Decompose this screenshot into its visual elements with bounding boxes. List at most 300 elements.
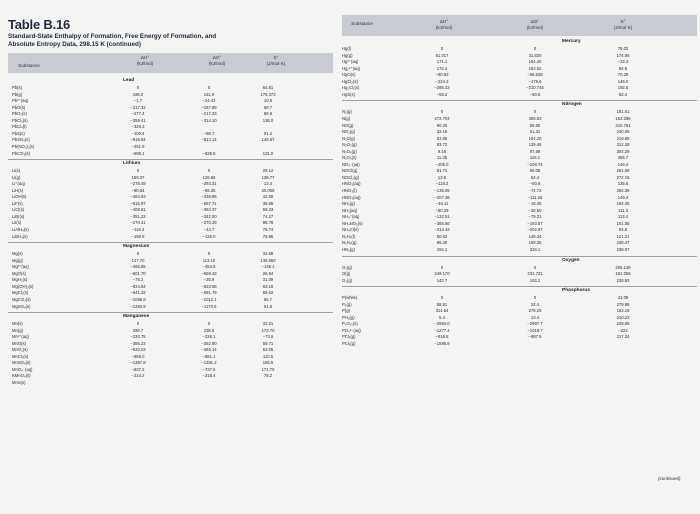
s-cell: 192.5 xyxy=(617,85,629,91)
s-cell: 29.12 xyxy=(262,168,274,174)
substance-cell: Hg₂Cl₂(s) xyxy=(342,85,360,91)
substance-cell: HNO₃(aq) xyxy=(342,194,361,200)
substance-cell: MgCl₂(s) xyxy=(12,290,29,296)
dh-cell: 314.64 xyxy=(435,308,449,314)
dh-cell: −90.83 xyxy=(435,72,449,78)
dg-cell: −26.50 xyxy=(528,207,542,213)
s-cell: 91.2 xyxy=(263,130,273,136)
dg-cell: −50.6 xyxy=(529,91,541,97)
dh-cell: 9.16 xyxy=(437,148,447,154)
substance-cell: N₂O₅(s) xyxy=(342,155,357,161)
dg-cell: 31.820 xyxy=(528,52,542,58)
dh-cell: −1277.4 xyxy=(434,327,450,333)
dh-cell: 0 xyxy=(136,321,140,327)
s-cell: 13.4 xyxy=(263,181,273,187)
dg-cell: −625.5 xyxy=(202,150,216,156)
dh-cell: −190.8 xyxy=(131,233,145,239)
dg-cell: −35.9 xyxy=(203,277,215,283)
dg-cell: 115.1 xyxy=(529,155,541,161)
dg-cell: 153.52 xyxy=(528,65,542,71)
substance-cell: MnO₂(s) xyxy=(12,347,28,353)
s-cell: 173.70 xyxy=(261,327,275,333)
dh-cell: −58.2 xyxy=(436,91,448,97)
s-cell: 53.05 xyxy=(262,347,274,353)
s-cell: 148.57 xyxy=(261,137,275,143)
substance-cell: HNO₃(l) xyxy=(342,188,357,193)
dh-cell: −1.7 xyxy=(133,98,143,104)
substance-cell: Pb²⁺(aq) xyxy=(12,98,29,104)
substance-cell: O₃(g) xyxy=(342,277,353,283)
substance-cell: MnO(s) xyxy=(12,340,26,346)
dh-cell: −119.2 xyxy=(435,181,449,187)
s-cell: 163.19 xyxy=(616,308,630,314)
section-title: Lead xyxy=(123,78,135,83)
dh-cell: −46.11 xyxy=(435,201,449,207)
s-cell: 175.373 xyxy=(260,91,276,97)
dg-cell: −438.95 xyxy=(201,194,217,200)
substance-cell: LiAlH₄(s) xyxy=(12,227,29,232)
s-cell: 70.29 xyxy=(617,72,629,78)
s-cell: 219.85 xyxy=(616,135,630,141)
s-cell: 138.77 xyxy=(261,174,275,180)
s-cell: 266.38 xyxy=(616,188,630,193)
dh-cell: −270.41 xyxy=(130,220,146,226)
dg-cell: 0 xyxy=(533,264,537,270)
dh-cell: −918.8 xyxy=(435,334,449,340)
dh-cell: −116.3 xyxy=(131,227,145,232)
left-header-dh-units: (kJ/mol) xyxy=(136,61,154,66)
section-title: Lithium xyxy=(123,161,141,167)
substance-cell: P₄(g) xyxy=(342,301,352,307)
table-caption xyxy=(8,33,333,49)
section-divider xyxy=(8,242,333,243)
s-cell: 146.4 xyxy=(617,161,629,167)
dh-cell: −1284.9 xyxy=(130,303,146,309)
s-cell: 161.055 xyxy=(615,271,631,277)
dh-cell: −80.29 xyxy=(435,207,449,213)
s-cell: 210.761 xyxy=(615,122,631,128)
substance-cell: NOCl₂(g) xyxy=(342,174,359,180)
dh-cell: 294.1 xyxy=(436,246,448,252)
substance-cell: N₂(g) xyxy=(342,109,352,115)
s-cell: 26.94 xyxy=(262,270,274,276)
s-cell: 205.138 xyxy=(615,264,631,270)
dg-cell: 231.731 xyxy=(527,271,543,277)
dg-cell: 0 xyxy=(533,46,537,51)
dh-cell: −205.0 xyxy=(435,161,449,167)
dh-cell: −100.4 xyxy=(131,130,145,136)
dh-cell: −601.70 xyxy=(130,270,146,276)
left-header-dg: ΔG° xyxy=(212,55,222,60)
dh-cell: 195.0 xyxy=(132,91,144,97)
substance-cell: NO(g) xyxy=(342,122,354,128)
s-cell: 146.0 xyxy=(617,78,629,84)
substance-cell: MgH₂(s) xyxy=(12,277,28,283)
dg-cell: 104.20 xyxy=(528,135,542,141)
dh-cell: 0 xyxy=(440,295,444,301)
dh-cell: −520.03 xyxy=(130,347,146,353)
dg-cell: −362.90 xyxy=(201,340,217,346)
dh-cell: 95.40 xyxy=(436,240,448,246)
s-cell: 59.71 xyxy=(262,340,274,346)
dg-cell: −270.29 xyxy=(201,220,217,226)
s-cell: 86.78 xyxy=(262,220,274,226)
s-cell: 68.7 xyxy=(263,104,273,110)
dh-cell: 0 xyxy=(136,85,140,90)
substance-cell: PbO(s) xyxy=(12,104,26,110)
s-cell: 240.06 xyxy=(616,129,630,135)
substance-cell: Mg²⁺(aq) xyxy=(12,264,29,270)
dg-cell: −202.87 xyxy=(527,227,543,233)
s-cell: −32.2 xyxy=(617,59,629,65)
dh-cell: −466.85 xyxy=(130,264,146,270)
dg-cell: 139.46 xyxy=(528,142,542,148)
substance-cell: LiOH(s) xyxy=(12,194,27,200)
substance-cell: MgO(s) xyxy=(12,270,26,276)
left-header-dh: ΔH° xyxy=(140,55,150,60)
dh-cell: −359.41 xyxy=(130,117,146,123)
substance-cell: O₂(g) xyxy=(342,264,353,270)
s-cell: 261.69 xyxy=(616,168,630,174)
section-divider xyxy=(342,286,697,287)
dh-cell: 142.7 xyxy=(436,277,448,283)
substance-cell: Pb(NO₃)₂(s) xyxy=(12,143,35,149)
substance-cell: LiH(s) xyxy=(12,187,24,193)
dg-cell: −217.33 xyxy=(201,111,217,117)
s-cell: 131.0 xyxy=(262,150,274,156)
s-cell: −138.1 xyxy=(261,264,275,270)
dg-cell: −2697.7 xyxy=(527,321,543,327)
substance-cell: MnO₄⁻(aq) xyxy=(12,366,33,372)
substance-cell: N₂O₃(g) xyxy=(342,142,357,148)
dh-cell: 5.4 xyxy=(439,314,445,320)
substance-cell: HNO₃(aq) xyxy=(342,181,361,187)
substance-cell: NH₄Cl(s) xyxy=(342,227,359,233)
section-title: Oxygen xyxy=(562,257,580,263)
left-header-dg-units: (kJ/mol) xyxy=(208,61,226,66)
substance-cell: N₂O₄(g) xyxy=(342,148,357,154)
dg-cell: 97.89 xyxy=(529,148,541,154)
s-cell: −222 xyxy=(618,327,628,333)
s-cell: 135.6 xyxy=(617,181,629,187)
dg-cell: 238.5 xyxy=(203,327,215,333)
substance-cell: LiF(s) xyxy=(12,200,23,206)
dg-cell: 66.08 xyxy=(529,168,541,174)
section-divider xyxy=(8,159,333,160)
dg-cell: −342.00 xyxy=(201,213,217,219)
s-cell: 146.4 xyxy=(617,194,629,200)
dg-cell: −187.89 xyxy=(201,104,217,110)
substance-cell: Hg(l) xyxy=(342,46,352,51)
substance-cell: Mn(s) xyxy=(12,321,23,327)
s-cell: 210.23 xyxy=(616,314,630,320)
dh-cell: 83.72 xyxy=(436,142,448,148)
s-cell: 82.4 xyxy=(618,91,628,97)
s-cell: 76.02 xyxy=(617,46,629,51)
s-cell: 32.01 xyxy=(262,321,274,327)
s-cell: 113.4 xyxy=(617,214,629,220)
dg-cell: −1018.7 xyxy=(527,327,543,333)
dg-cell: −1012.1 xyxy=(201,296,217,302)
dh-cell: 172.4 xyxy=(436,65,448,71)
substance-cell: HgCl₂(s) xyxy=(342,78,358,84)
dg-cell: 163.2 xyxy=(529,277,541,283)
dh-cell: −385.22 xyxy=(130,340,146,346)
dh-cell: −451.9 xyxy=(131,143,145,149)
dg-cell: −125.0 xyxy=(202,233,216,239)
s-cell: 94.6 xyxy=(618,227,628,233)
dh-cell: −1387.8 xyxy=(130,360,146,366)
dh-cell: 33.18 xyxy=(436,129,448,135)
substance-cell: PbCl₂(s) xyxy=(12,117,28,123)
title-block xyxy=(8,17,333,49)
dh-cell: −132.51 xyxy=(434,214,450,220)
left-header-substance: Substance xyxy=(18,63,40,68)
dg-cell: −68.35 xyxy=(202,187,216,193)
substance-cell: LiBH₄(s) xyxy=(12,233,28,239)
dh-cell: 472.704 xyxy=(434,115,450,121)
substance-cell: Pb(s) xyxy=(12,85,23,90)
dg-cell: 113.10 xyxy=(202,257,216,263)
s-cell: 32.68 xyxy=(262,251,274,257)
dg-cell: 0 xyxy=(533,109,537,115)
dh-cell: 147.70 xyxy=(131,257,145,263)
dg-cell: −58.539 xyxy=(527,72,543,78)
dg-cell: 149.34 xyxy=(528,233,542,239)
caption-line-2: Absolute Entropy Data, 298.15 K (continued) xyxy=(8,41,141,48)
s-cell: 121.21 xyxy=(616,233,630,239)
substance-cell: N₂O(g) xyxy=(342,135,356,141)
substance-cell: N₂H₄(l) xyxy=(342,233,356,239)
dg-cell: −98.7 xyxy=(203,130,215,136)
dg-cell: 51.31 xyxy=(529,129,541,135)
substance-cell: MgSO₄(s) xyxy=(12,303,31,309)
dh-cell: −837.2 xyxy=(131,366,145,372)
dg-cell: −454.8 xyxy=(202,264,216,270)
dg-cell: −228.1 xyxy=(202,334,216,340)
caption-line-1: Standard-State Enthalpy of Formation, Free Energy of Formation, and xyxy=(8,33,217,40)
dh-cell: −220.75 xyxy=(130,334,146,340)
substance-cell: LiCl(s) xyxy=(12,207,25,213)
s-cell: 304.29 xyxy=(616,148,630,154)
dg-cell: −897.5 xyxy=(528,334,542,340)
substance-cell: NO₂(g) xyxy=(342,129,356,135)
dh-cell: −699.1 xyxy=(131,150,145,156)
dg-cell: −384.37 xyxy=(201,207,217,213)
substance-cell: Li(g) xyxy=(12,174,21,180)
dg-cell: −183.87 xyxy=(527,220,543,226)
section-title: Manganese xyxy=(123,314,150,320)
dh-cell: −135.06 xyxy=(434,188,450,193)
substance-cell: PCl₃(g) xyxy=(342,334,356,340)
s-cell: 65.7 xyxy=(263,296,273,302)
dg-cell: 164.40 xyxy=(528,59,542,65)
dh-cell: 90.25 xyxy=(436,122,448,128)
right-header-band xyxy=(342,15,697,36)
s-cell: 136.0 xyxy=(262,117,274,123)
s-cell: 63.18 xyxy=(262,283,274,289)
dg-cell: −50.6 xyxy=(529,181,541,187)
dg-cell: −569.43 xyxy=(201,270,217,276)
dg-cell: 13.4 xyxy=(530,314,540,320)
s-cell: 151.08 xyxy=(616,220,630,226)
dg-cell: −833.58 xyxy=(201,283,217,289)
s-cell: 155.6 xyxy=(262,360,274,366)
substance-cell: N₂H₄(g) xyxy=(342,240,357,246)
dg-cell: 126.66 xyxy=(202,174,216,180)
dh-cell: 280.7 xyxy=(132,327,144,333)
substance-cell: Pb(g) xyxy=(12,91,23,97)
right-header-dg-units: (kJ/mol) xyxy=(526,25,544,30)
dh-cell: −641.32 xyxy=(130,290,146,296)
s-cell: 78.74 xyxy=(262,227,274,232)
dh-cell: 50.63 xyxy=(436,233,448,239)
dh-cell: −1095.8 xyxy=(130,296,146,302)
substance-cell: HgO(s) xyxy=(342,72,356,78)
substance-cell: Li(s) xyxy=(12,168,21,174)
substance-cell: P(white) xyxy=(342,295,358,301)
substance-cell: NH₃(aq) xyxy=(342,207,358,213)
dh-cell: −277.4 xyxy=(131,111,145,117)
section-divider xyxy=(8,312,333,313)
continued-note: (continued) xyxy=(658,476,681,481)
dg-cell: 455.63 xyxy=(528,115,542,121)
dh-cell: −214.2 xyxy=(131,373,145,379)
substance-cell: NH₃(g) xyxy=(342,201,355,207)
dh-cell: 61.317 xyxy=(435,52,449,58)
dh-cell: −351.23 xyxy=(130,213,146,219)
s-cell: 148.650 xyxy=(260,257,276,263)
dh-cell: −278.49 xyxy=(130,181,146,187)
substance-cell: N(g) xyxy=(342,115,351,121)
dg-cell: −881.1 xyxy=(202,353,216,359)
dg-cell: 0 xyxy=(207,251,211,257)
dg-cell: −293.31 xyxy=(201,181,217,187)
substance-cell: LiBr(s) xyxy=(12,213,25,219)
dg-cell: −178.6 xyxy=(528,78,542,84)
s-cell: 35.65 xyxy=(262,200,274,206)
right-header-dg: ΔG° xyxy=(530,19,540,24)
section-divider xyxy=(342,100,697,101)
dh-cell: −365.56 xyxy=(434,220,450,226)
right-header-dh-units: (kJ/mol) xyxy=(435,25,453,30)
substance-cell: NOCl(g) xyxy=(342,168,358,174)
s-cell: 355.7 xyxy=(617,155,629,161)
right-header-substance: Substance xyxy=(351,21,373,26)
dh-cell: 0 xyxy=(440,46,444,51)
s-cell: 59.33 xyxy=(262,207,274,213)
s-cell: 174.96 xyxy=(616,52,630,58)
s-cell: 279.98 xyxy=(616,301,630,307)
dg-cell: 86.55 xyxy=(529,122,541,128)
dg-cell: −1170.6 xyxy=(201,303,217,309)
dh-cell: −1595.8 xyxy=(434,341,450,346)
s-cell: 238.97 xyxy=(616,246,630,252)
dg-cell: −108.74 xyxy=(527,161,543,167)
dg-cell: 161.9 xyxy=(203,91,215,97)
s-cell: 20.008 xyxy=(261,187,275,193)
substance-cell: NH₄NO₃(s) xyxy=(342,220,363,226)
substance-cell: Mn(g) xyxy=(12,327,23,333)
dg-cell: −465.14 xyxy=(201,347,217,353)
left-header-band xyxy=(8,53,333,73)
s-cell: 64.81 xyxy=(262,85,274,90)
right-header-s: S° xyxy=(620,19,626,24)
dh-cell: 0 xyxy=(440,264,444,270)
substance-cell: PbSO₄(s) xyxy=(12,137,30,143)
dg-cell: −813.14 xyxy=(201,137,217,143)
substance-cell: Mn²⁺(aq) xyxy=(12,334,29,340)
section-title: Nitrogen xyxy=(562,102,582,108)
substance-cell: P(g) xyxy=(342,308,350,314)
substance-cell: Mg(g) xyxy=(12,257,23,263)
dh-cell: −217.32 xyxy=(130,104,146,110)
substance-cell: Mg(OH)₂(s) xyxy=(12,283,34,289)
s-cell: −73.6 xyxy=(262,334,274,340)
substance-cell: HN₃(g) xyxy=(342,246,355,252)
dh-cell: 51.71 xyxy=(436,168,448,174)
s-cell: 192.45 xyxy=(616,201,630,207)
s-cell: 110.5 xyxy=(262,353,274,359)
dg-cell: −44.7 xyxy=(203,227,215,232)
dh-cell: −90.54 xyxy=(131,187,145,193)
s-cell: 68.6 xyxy=(263,111,273,117)
left-header-s: S° xyxy=(273,55,279,60)
substance-cell: PbS(s) xyxy=(12,130,25,136)
dg-cell: −218.4 xyxy=(202,373,216,379)
s-cell: 42.80 xyxy=(262,194,274,200)
dh-cell: 0 xyxy=(440,109,444,115)
dg-cell: 0 xyxy=(207,85,211,90)
s-cell: 10.5 xyxy=(263,98,273,104)
dg-cell: 24.4 xyxy=(530,301,540,307)
dh-cell: 12.6 xyxy=(437,174,447,180)
s-cell: 89.62 xyxy=(262,290,274,296)
s-cell: 31.09 xyxy=(262,277,274,283)
dh-cell: 159.37 xyxy=(131,174,145,180)
s-cell: 74.27 xyxy=(262,213,274,219)
dh-cell: −207.36 xyxy=(434,194,450,200)
substance-cell: LiI(s) xyxy=(12,220,22,226)
dg-cell: 159.35 xyxy=(528,240,542,246)
dh-cell: −75.3 xyxy=(132,277,144,283)
dg-cell: 0 xyxy=(207,321,211,327)
dh-cell: 171.1 xyxy=(436,59,448,65)
dh-cell: −408.61 xyxy=(130,207,146,213)
substance-cell: PH₃(g) xyxy=(342,314,355,320)
dh-cell: −2984.0 xyxy=(434,321,450,327)
substance-cell: Li⁺(aq) xyxy=(12,181,25,187)
table-label: Table B.16 xyxy=(8,17,71,32)
dh-cell: −224.3 xyxy=(435,78,449,84)
substance-cell: PbCO₃(s) xyxy=(12,150,30,156)
s-cell: 312.28 xyxy=(616,142,630,148)
substance-cell: P₄O₁₀(s) xyxy=(342,321,358,327)
dh-cell: 0 xyxy=(136,168,140,174)
dh-cell: −314.43 xyxy=(434,227,450,233)
dg-cell: −16.45 xyxy=(528,201,542,207)
substance-cell: Hg²⁺(aq) xyxy=(342,59,359,65)
s-cell: 91.6 xyxy=(263,303,273,309)
dh-cell: 11.35 xyxy=(436,155,448,161)
dh-cell: −484.93 xyxy=(130,194,146,200)
dg-cell: −111.25 xyxy=(527,194,543,200)
substance-cell: NH₄⁺(aq) xyxy=(342,214,360,220)
s-cell: 272.15 xyxy=(616,174,630,180)
s-cell: 191.61 xyxy=(616,109,630,115)
substance-cell: Hg₂²⁺(aq) xyxy=(342,65,361,71)
dh-cell: −615.97 xyxy=(130,200,146,206)
